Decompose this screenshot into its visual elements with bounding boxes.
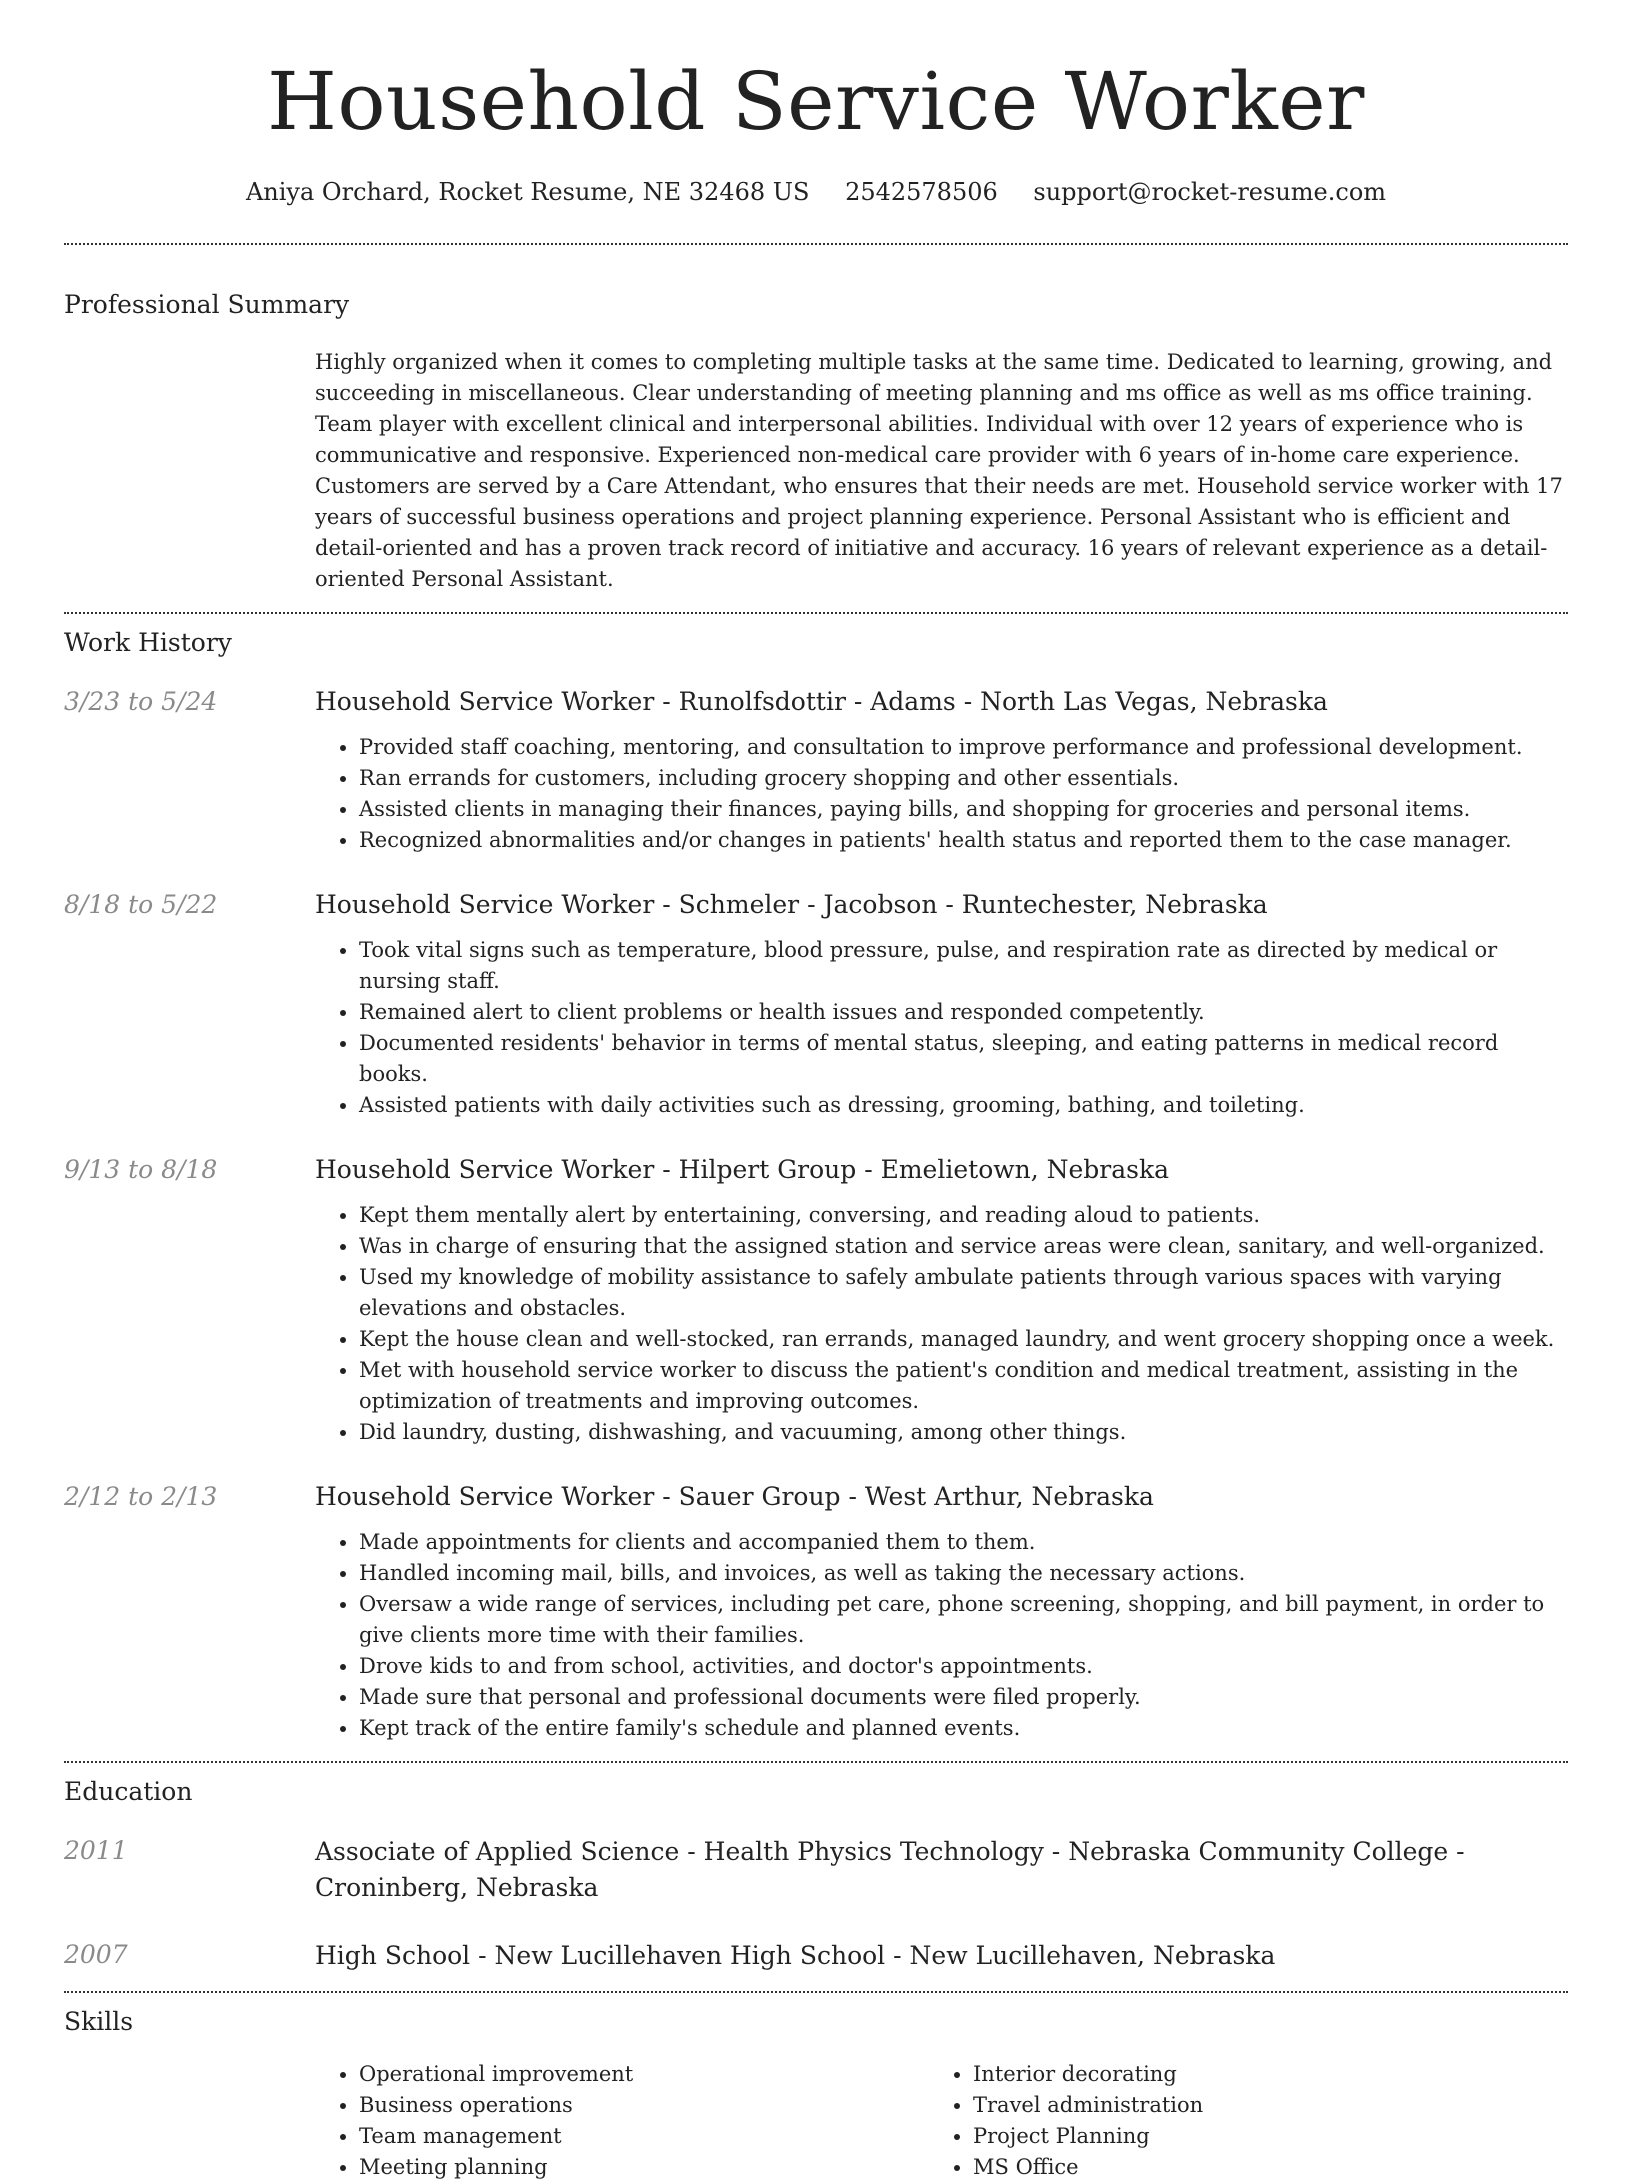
job-bullet: • Oversaw a wide range of services, including pet care, phone screening, shopping, and bill payment, in order to give clients more time with their families. [359,1589,1568,1651]
job-bullet: • Made appointments for clients and accompanied them to them. [359,1527,1568,1558]
job-title [315,1480,1568,1514]
contact-email: support@rocket-resume.com [1033,178,1387,206]
job-bullet: • Kept them mentally alert by entertaining, conversing, and reading aloud to patients. [359,1200,1568,1231]
skill-item: • Project Planning [973,2121,1543,2152]
summary-row [64,347,1568,595]
contact-address: Aniya Orchard, Rocket Resume, NE 32468 US [245,178,810,206]
section-title-summary: Professional Summary [64,290,350,319]
skills-row [64,2059,1568,2183]
job-title [315,888,1568,922]
job-entry [64,1480,1568,1744]
education-title [315,1938,1568,1974]
job-role: Household Service Worker [315,1155,655,1184]
job-bullets [315,732,1568,856]
contact-phone: 2542578506 [845,178,998,206]
job-entry [64,888,1568,1121]
education-degree: Associate of Applied Science - Health Physics Technology [315,1837,1044,1866]
job-bullet: • Used my knowledge of mobility assistance to safely ambulate patients through various spaces with varying elevations and obstacles. [359,1262,1568,1324]
education-title [315,1834,1568,1906]
job-bullet: • Kept the house clean and well-stocked, ran errands, managed laundry, and went grocery shopping once a week. [359,1324,1568,1355]
job-details: - Sauer Group - West Arthur, Nebraska [654,1482,1154,1511]
job-role: Household Service Worker [315,687,655,716]
education-date: 2011 [64,1836,128,1865]
job-bullet: • Kept track of the entire family's schedule and planned events. [359,1713,1568,1744]
job-details: - Schmeler - Jacobson - Runtechester, Nebraska [654,890,1268,919]
job-title [315,685,1568,719]
skill-item: • MS Office [973,2152,1543,2183]
job-date: 8/18 to 5/22 [64,890,218,919]
job-title [315,1153,1568,1187]
skills-spacer [64,2059,315,2183]
divider [64,1761,1568,1763]
job-bullet: • Assisted patients with daily activities such as dressing, grooming, bathing, and toileting. [359,1090,1568,1121]
job-role: Household Service Worker [315,890,655,919]
resume-name-title: Household Service Worker [267,55,1365,148]
job-bullet: • Did laundry, dusting, dishwashing, and vacuuming, among other things. [359,1417,1568,1448]
job-bullet: • Took vital signs such as temperature, blood pressure, pulse, and respiration rate as directed by medical or nursing staff. [359,935,1568,997]
resume-page [64,0,1568,2183]
contact-line [64,176,1568,208]
job-bullet: • Assisted clients in managing their finances, paying bills, and shopping for groceries and personal items. [359,794,1568,825]
job-bullet: • Met with household service worker to discuss the patient's condition and medical treatment, assisting in the optimization of treatments and improving outcomes. [359,1355,1568,1417]
divider [64,1991,1568,1993]
job-role: Household Service Worker [315,1482,655,1511]
skill-item: • Team management [359,2121,929,2152]
job-date: 2/12 to 2/13 [64,1482,218,1511]
skill-item: • Business operations [359,2090,929,2121]
skills-list-right [929,2059,1543,2183]
job-bullet: • Drove kids to and from school, activities, and doctor's appointments. [359,1651,1568,1682]
job-bullet: • Ran errands for customers, including grocery shopping and other essentials. [359,763,1568,794]
job-bullet: • Provided staff coaching, mentoring, and consultation to improve performance and professional development. [359,732,1568,763]
education-details: - New Lucillehaven High School - New Lucillehaven, Nebraska [470,1941,1276,1970]
job-bullet: • Remained alert to client problems or health issues and responded competently. [359,997,1568,1028]
education-entry [64,1834,1568,1906]
skill-item: • Interior decorating [973,2059,1543,2090]
job-bullets [315,1527,1568,1744]
divider [64,612,1568,614]
summary-spacer [64,347,315,595]
education-degree: High School [315,1941,471,1970]
job-details: - Runolfsdottir - Adams - North Las Vegas, Nebraska [654,687,1328,716]
job-entry [64,685,1568,856]
skills-columns [315,2059,1568,2183]
job-bullet: • Was in charge of ensuring that the assigned station and service areas were clean, sanitary, and well-organized. [359,1231,1568,1262]
skill-item: • Operational improvement [359,2059,929,2090]
job-bullet: • Documented residents' behavior in terms of mental status, sleeping, and eating patterns in medical record books. [359,1028,1568,1090]
job-bullet: • Made sure that personal and professional documents were filed properly. [359,1682,1568,1713]
education-date: 2007 [64,1940,128,1969]
summary-text: Highly organized when it comes to completing multiple tasks at the same time. Dedicated to learning, growing, and succeeding in miscellaneous. Clear understanding of meeting planning and ms office as well as ms office training. Team player with excellent clinical and interpersonal abilities. Individual with over 12 years of experience who is communicative and responsive. Experienced non-medical care provider with 6 years of in-home care experience. Customers are served by a Care Attendant, who ensures that their needs are met. Household service worker with 17 years of successful business operations and project planning experience. Personal Assistant who is efficient and detail-oriented and has a proven track record of initiative and accuracy. 16 years of relevant experience as a detail-oriented Personal Assistant. [315,350,1563,591]
job-bullet: • Handled incoming mail, bills, and invoices, as well as taking the necessary actions. [359,1558,1568,1589]
job-date: 9/13 to 8/18 [64,1155,218,1184]
job-entry [64,1153,1568,1448]
divider [64,243,1568,245]
education-details: - Nebraska Community College - Croninberg, Nebraska [315,1837,1465,1902]
section-title-education: Education [64,1777,193,1806]
skill-item: • Meeting planning [359,2152,929,2183]
section-title-skills: Skills [64,2007,134,2036]
education-entry [64,1938,1568,1974]
skill-item: • Travel administration [973,2090,1543,2121]
skills-list-left [315,2059,929,2183]
job-bullets [315,935,1568,1121]
job-bullets [315,1200,1568,1448]
job-bullet: • Recognized abnormalities and/or changes in patients' health status and reported them to the case manager. [359,825,1568,856]
job-date: 3/23 to 5/24 [64,687,218,716]
job-details: - Hilpert Group - Emelietown, Nebraska [654,1155,1170,1184]
section-title-work: Work History [64,628,232,657]
